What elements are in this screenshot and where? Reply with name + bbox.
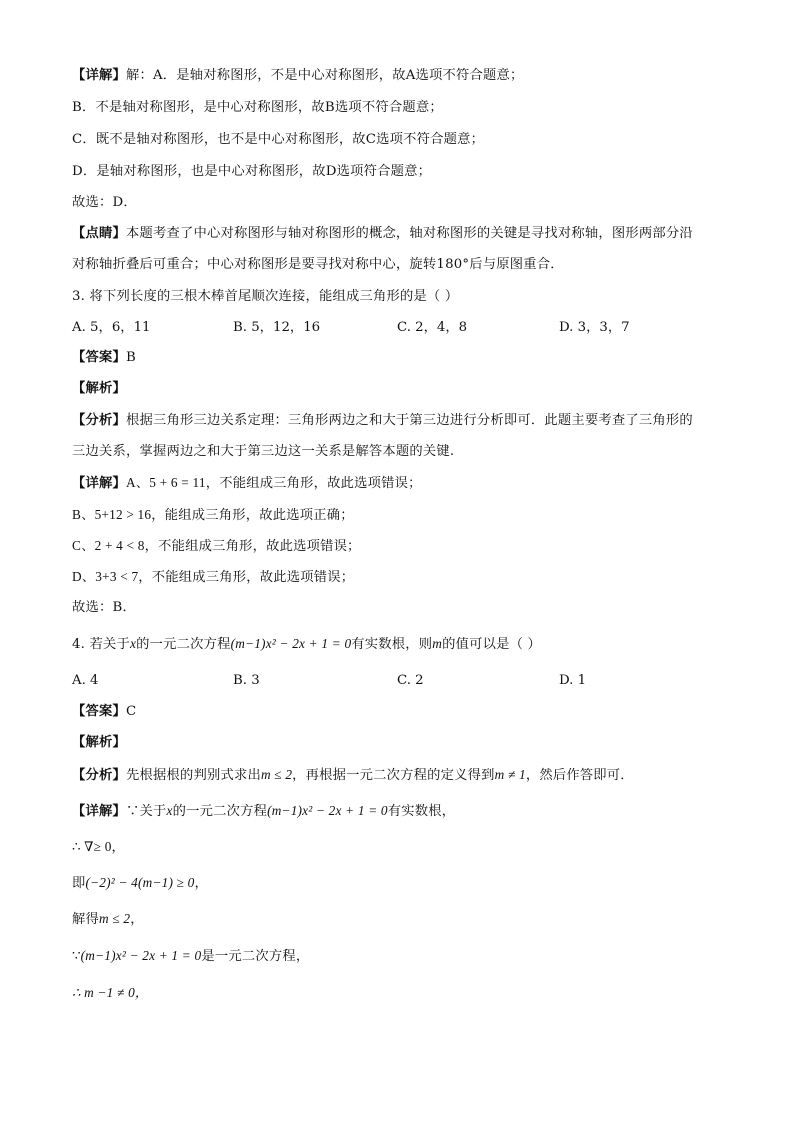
analysis-text-mid: ，再根据一元二次方程的定义得到 (292, 768, 495, 783)
variable-x: x (130, 636, 137, 651)
math-expression: D、3+3 < 7 (72, 569, 139, 584)
math-expression: C、2 + 4 < 8 (72, 538, 145, 553)
variable-x: x (166, 803, 173, 818)
detail-line-2: B．不是轴对称图形，是中心对称图形，故B选项不符合题意； (72, 100, 443, 115)
detail-conclusion: 故选：D． (72, 195, 137, 210)
q4-analysis-tag: 【解析】 (72, 735, 126, 750)
math-expression: (−2)² − 4(m−1) ≥ 0 (85, 875, 195, 890)
math-expression: B、5+12 > 16 (72, 507, 152, 522)
equation: (m−1)x² − 2x + 1 = 0 (230, 636, 352, 651)
detail-line-1 (72, 66, 732, 86)
detail-text: ，不能组成三角形，故此选项错误； (144, 539, 361, 554)
q3-conclusion: 故选：B． (72, 600, 136, 615)
detail-tag: 【详解】 (72, 476, 126, 491)
detail-text: ，不能组成三角形，故此选项错误； (205, 476, 422, 491)
q4-text-pre: 4. 若关于 (72, 637, 131, 652)
analysis-text-post: ，然后作答即可． (525, 768, 634, 783)
math-expression: A、5 + 6 = 11 (126, 475, 206, 490)
answer-tag: 【答案】 (72, 704, 126, 719)
detail-text-post: ， (130, 912, 144, 927)
detail-text-mid: 的一元二次方程 (172, 804, 268, 819)
detail-text-pre: 即 (72, 876, 86, 891)
variable-m: m (432, 636, 443, 651)
question-4 (72, 634, 732, 655)
detail-tag: 【详解】 (72, 68, 126, 83)
equation: (m−1)x² − 2x + 1 = 0 (267, 803, 388, 818)
q3-answer (72, 348, 732, 368)
q4-detail-line-3 (72, 873, 732, 894)
q3-option-b: B. 5，12，16 (233, 320, 321, 335)
comment-text: 本题考查了中心对称图形与轴对称图形的概念，轴对称图形的关键是寻找对称轴，图形两部分沿 (126, 226, 693, 241)
equation: (m−1)x² − 2x + 1 = 0 (80, 948, 202, 963)
detail-text-pre: 解得 (72, 912, 99, 927)
analysis-tag: 【分析】 (72, 413, 126, 428)
answer-tag: 【答案】 (72, 350, 126, 365)
analysis-text-pre: 先根据根的判别式求出 (126, 768, 261, 783)
q3-option-a: A. 5，6，11 (72, 320, 151, 335)
q3-option-c: C. 2，4，8 (397, 320, 468, 335)
q3-detail-line-2 (72, 505, 732, 526)
q4-text-mid: 的一元二次方程 (136, 637, 231, 652)
math-expression: m ≤ 2 (99, 911, 131, 926)
detail-text-post: ， (194, 876, 209, 891)
math-expression: m ≠ 1 (494, 767, 526, 782)
q4-detail-line-4 (72, 909, 732, 930)
detail-line-3: C．既不是轴对称图形，也不是中心对称图形，故C选项不符合题意； (72, 132, 485, 147)
detail-text: 解：A．是轴对称图形，不是中心对称图形，故A选项不符合题意； (126, 68, 524, 83)
detail-tag: 【详解】 (72, 804, 126, 819)
q3-detail-line-1 (72, 473, 732, 494)
detail-text-post: 是一元二次方程， (201, 949, 310, 964)
q4-detail-line-5 (72, 946, 732, 967)
math-expression: m ≤ 2 (260, 767, 293, 782)
detail-line-4: D．是轴对称图形，也是中心对称图形，故D选项符合题意； (72, 164, 432, 179)
detail-text: ，不能组成三角形，故此选项错误； (138, 570, 355, 585)
q4-option-d: D. 1 (559, 673, 587, 688)
comment-line-1 (72, 224, 732, 244)
q3-analysis-tag: 【解析】 (72, 381, 126, 396)
q4-analysis-line (72, 765, 732, 786)
q4-option-b: B. 3 (233, 673, 260, 688)
q3-analysis-line-1 (72, 411, 732, 431)
q4-detail-line-1 (72, 801, 732, 822)
q4-detail-line-6: ∴ m −1 ≠ 0， (72, 985, 149, 1000)
detail-text-post: 有实数根， (387, 804, 456, 819)
answer-value: B (126, 350, 136, 365)
analysis-text: 根据三角形三边关系定理：三角形两边之和大于第三边进行分析即可．此题主要考查了三角形的 (126, 413, 693, 428)
comment-line-2: 对称轴折叠后可重合；中心对称图形是要寻找对称中心，旋转180°后与原图重合． (72, 257, 564, 272)
q4-detail-line-2: ∴ ∇≥ 0， (72, 839, 126, 854)
q3-analysis-line-2: 三边关系，掌握两边之和大于第三边这一关系是解答本题的关键. (72, 444, 455, 459)
q4-text-post: 的值可以是（ ） (442, 637, 541, 652)
analysis-tag: 【分析】 (72, 768, 126, 783)
q4-option-c: C. 2 (397, 673, 424, 688)
detail-text-pre: ∵ (72, 949, 81, 964)
answer-value: C (126, 704, 137, 719)
detail-text: ，能组成三角形，故此选项正确； (151, 508, 354, 523)
q3-option-d: D. 3，3，7 (559, 320, 630, 335)
detail-text-pre: ∵关于 (126, 804, 167, 819)
q3-detail-line-3 (72, 536, 732, 557)
q4-text-mid2: 有实数根，则 (351, 637, 433, 652)
comment-tag: 【点睛】 (72, 226, 126, 241)
q3-detail-line-4 (72, 567, 732, 588)
q4-answer (72, 702, 732, 722)
question-3: 3. 将下列长度的三根木棒首尾顺次连接，能组成三角形的是（ ） (72, 289, 459, 304)
q4-option-a: A. 4 (72, 673, 99, 688)
